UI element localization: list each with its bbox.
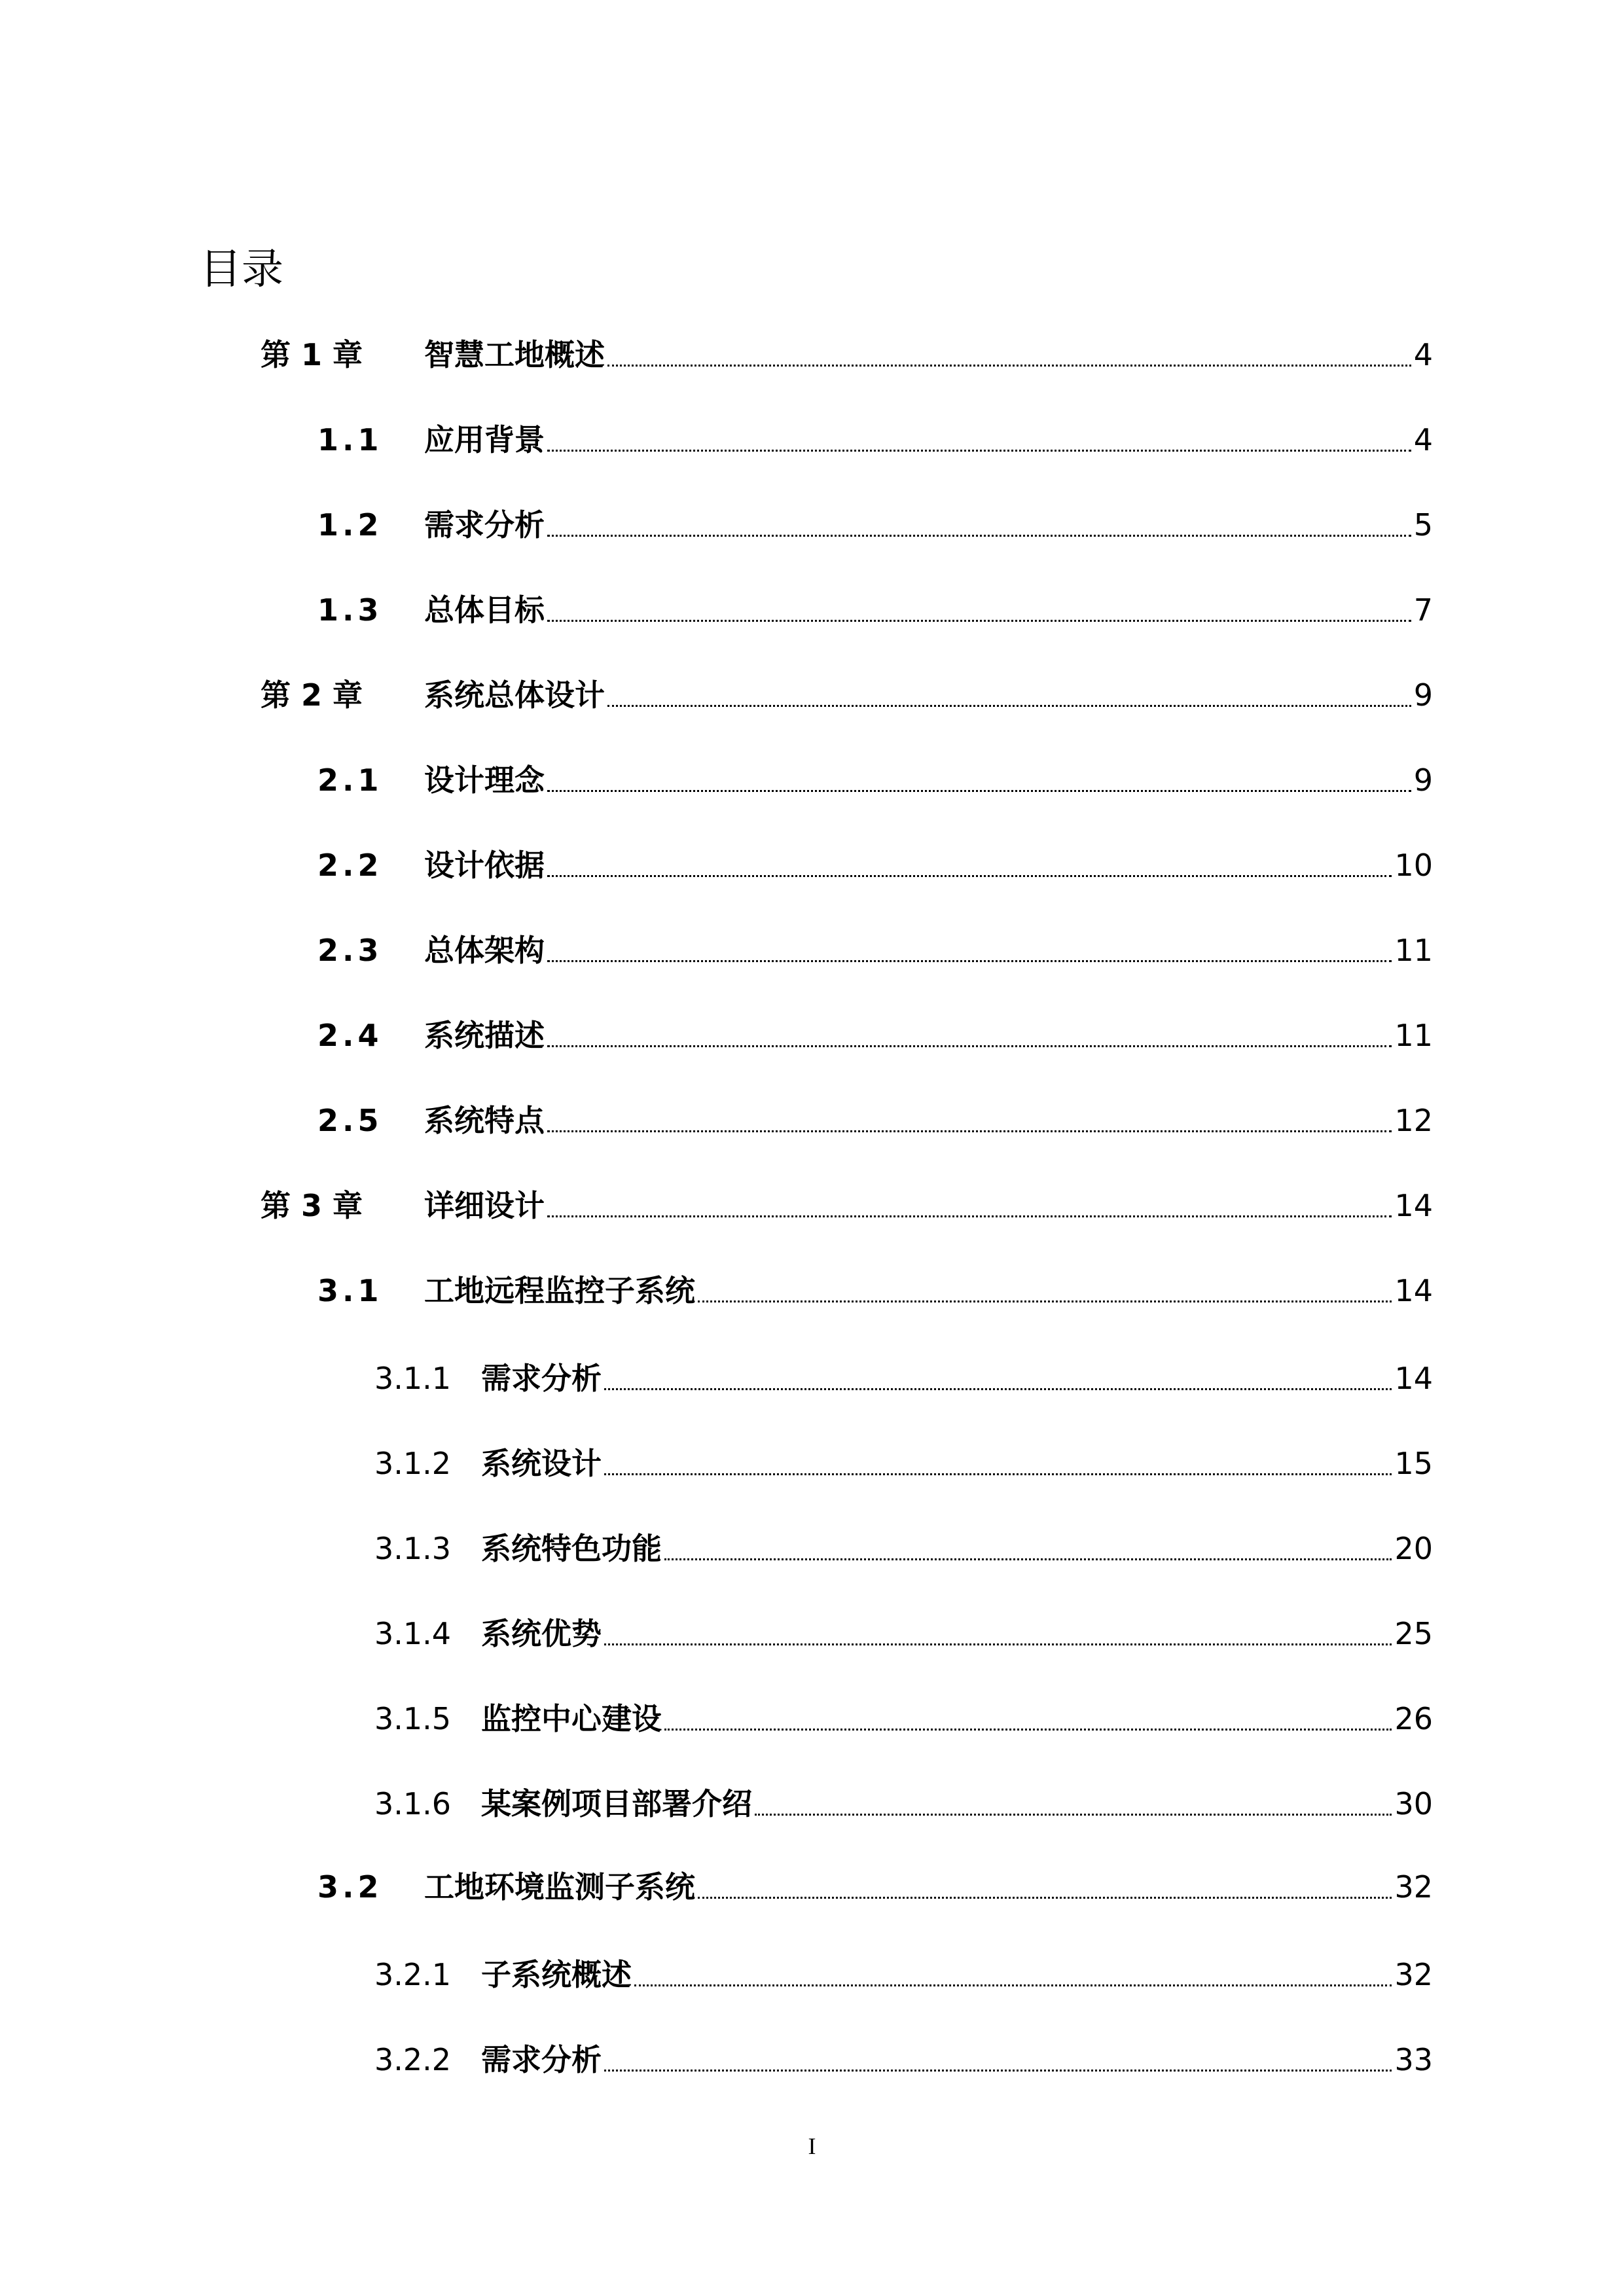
toc-entry[interactable]	[0, 1778, 1624, 1830]
toc-entry-page: 14	[1394, 1273, 1433, 1308]
toc-entry[interactable]	[0, 669, 1624, 721]
toc-entry-number: 1.2	[317, 507, 383, 543]
toc-entry-title: 智慧工地概述	[424, 337, 605, 372]
toc-entry-title: 工地环境监测子系统	[424, 1869, 695, 1905]
toc-entry-page: 30	[1394, 1786, 1433, 1821]
toc-entry-title: 总体架构	[424, 933, 545, 968]
toc-entry[interactable]	[0, 1437, 1624, 1490]
toc-entry-number: 3.2.1	[374, 1957, 452, 1992]
toc-dot-leader	[604, 1643, 1392, 1645]
toc-entry-title: 工地远程监控子系统	[424, 1273, 695, 1308]
toc-entry-number: 第 1 章	[261, 337, 363, 372]
toc-entry-number: 1.1	[317, 422, 383, 457]
toc-entry-title: 应用背景	[424, 422, 545, 457]
toc-entry[interactable]	[0, 1179, 1624, 1232]
toc-entry[interactable]	[0, 1352, 1624, 1405]
toc-entry[interactable]	[0, 1265, 1624, 1317]
toc-entry-title: 系统总体设计	[424, 677, 605, 713]
toc-dot-leader	[664, 1729, 1392, 1731]
toc-entry-page: 20	[1394, 1531, 1433, 1566]
toc-entry-page: 14	[1394, 1188, 1433, 1223]
toc-entry-number: 3.2.2	[374, 2042, 452, 2077]
toc-entry-number: 2.3	[317, 933, 383, 968]
toc-entry[interactable]	[0, 1009, 1624, 1062]
toc-entry-page: 26	[1394, 1701, 1433, 1736]
toc-entry-number: 3.1.6	[374, 1786, 452, 1821]
toc-dot-leader	[755, 1814, 1392, 1816]
toc-entry[interactable]	[0, 584, 1624, 636]
toc-entry-title: 总体目标	[424, 592, 545, 628]
toc-dot-leader	[547, 1130, 1392, 1132]
toc-dot-leader	[547, 790, 1411, 792]
footer-page-number: I	[808, 2133, 816, 2159]
toc-dot-leader	[604, 1473, 1392, 1475]
toc-entry-page: 12	[1394, 1103, 1433, 1138]
toc-entry-title: 某案例项目部署介绍	[481, 1786, 752, 1821]
toc-entry-page: 5	[1413, 507, 1433, 543]
toc-dot-leader	[547, 535, 1411, 537]
toc-entry-title: 子系统概述	[481, 1957, 632, 1992]
toc-dot-leader	[664, 1558, 1392, 1560]
toc-entry-page: 25	[1394, 1616, 1433, 1651]
toc-entry-number: 3.1.5	[374, 1701, 452, 1736]
toc-entry[interactable]	[0, 329, 1624, 381]
toc-entry-number: 2.1	[317, 762, 383, 798]
toc-entry[interactable]	[0, 839, 1624, 891]
toc-entry-title: 监控中心建设	[481, 1701, 662, 1736]
toc-entry-number: 3.1	[317, 1273, 383, 1308]
toc-entry-page: 4	[1413, 422, 1433, 457]
toc-entry-page: 11	[1394, 1018, 1433, 1053]
toc-entry-page: 33	[1394, 2042, 1433, 2077]
toc-dot-leader	[698, 1897, 1392, 1899]
toc-entry-number: 2.2	[317, 848, 383, 883]
toc-entry-page: 11	[1394, 933, 1433, 968]
toc-entry-page: 9	[1413, 762, 1433, 798]
toc-entry-page: 14	[1394, 1361, 1433, 1396]
toc-dot-leader	[604, 1388, 1392, 1390]
toc-dot-leader	[547, 1045, 1392, 1047]
toc-entry-page: 32	[1394, 1869, 1433, 1905]
toc-dot-leader	[634, 1984, 1392, 1986]
toc-entry-page: 10	[1394, 848, 1433, 883]
toc-entry-title: 需求分析	[481, 1361, 602, 1396]
toc-entry[interactable]	[0, 754, 1624, 806]
toc-entry[interactable]	[0, 1948, 1624, 2001]
toc-dot-leader	[547, 450, 1411, 452]
toc-entry-title: 系统特色功能	[481, 1531, 662, 1566]
toc-entry-page: 4	[1413, 337, 1433, 372]
toc-entry-number: 第 3 章	[261, 1188, 363, 1223]
toc-entry-page: 15	[1394, 1446, 1433, 1481]
toc-dot-leader	[547, 960, 1392, 962]
toc-entry-number: 1.3	[317, 592, 383, 628]
toc-entry-title: 需求分析	[424, 507, 545, 543]
toc-entry-title: 系统特点	[424, 1103, 545, 1138]
toc-entry-number: 3.1.1	[374, 1361, 452, 1396]
toc-dot-leader	[607, 365, 1411, 367]
toc-entry[interactable]	[0, 1861, 1624, 1913]
toc-entry-number: 3.2	[317, 1869, 383, 1905]
toc-entry[interactable]	[0, 1607, 1624, 1660]
toc-dot-leader	[547, 1215, 1392, 1217]
toc-dot-leader	[607, 705, 1411, 707]
toc-entry-number: 3.1.2	[374, 1446, 452, 1481]
toc-entry-page: 9	[1413, 677, 1433, 713]
toc-entry-title: 系统设计	[481, 1446, 602, 1481]
toc-entry[interactable]	[0, 1522, 1624, 1575]
toc-entry[interactable]	[0, 2034, 1624, 2086]
toc-dot-leader	[547, 875, 1392, 877]
toc-entry-title: 详细设计	[424, 1188, 545, 1223]
toc-entry-title: 系统描述	[424, 1018, 545, 1053]
toc-entry[interactable]	[0, 1693, 1624, 1745]
toc-entry[interactable]	[0, 414, 1624, 466]
toc-entry-number: 2.4	[317, 1018, 383, 1053]
toc-dot-leader	[604, 2070, 1392, 2072]
toc-entry[interactable]	[0, 499, 1624, 551]
toc-dot-leader	[547, 620, 1411, 622]
toc-entry-title: 设计依据	[424, 848, 545, 883]
toc-entry-title: 需求分析	[481, 2042, 602, 2077]
toc-dot-leader	[698, 1300, 1392, 1302]
toc-entry-number: 3.1.4	[374, 1616, 452, 1651]
toc-entry-number: 3.1.3	[374, 1531, 452, 1566]
toc-entry-title: 系统优势	[481, 1616, 602, 1651]
toc-entry-number: 第 2 章	[261, 677, 363, 713]
toc-entry-title: 设计理念	[424, 762, 545, 798]
toc-entry-page: 32	[1394, 1957, 1433, 1992]
toc-entry-number: 2.5	[317, 1103, 383, 1138]
toc-entry[interactable]	[0, 1094, 1624, 1147]
toc-entry-page: 7	[1413, 592, 1433, 628]
page-title: 目录	[200, 245, 283, 294]
toc-entry[interactable]	[0, 924, 1624, 977]
